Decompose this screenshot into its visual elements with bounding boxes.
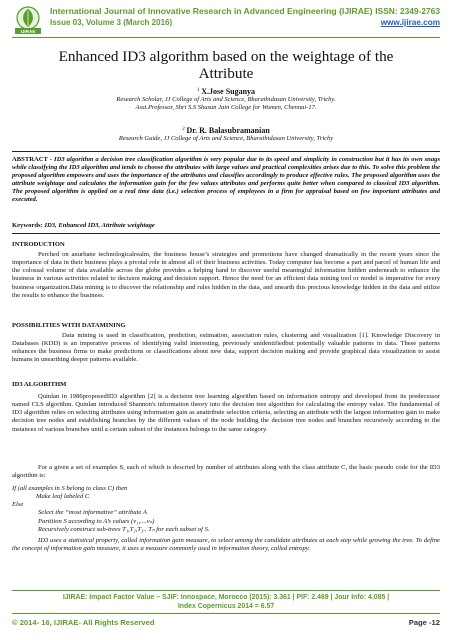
keywords [12,222,440,230]
section-heading-id3: ID3 ALGORITHM [12,381,67,388]
pseudo-code [12,485,440,534]
paragraph-possibilities [12,332,440,365]
abstract-top-rule [12,151,440,152]
page-number: Page -12 [408,618,440,627]
author-1-affiliation-2: Asst.Professor, Shri S.S Shasun Jain College for Women, Chennai-17. [135,104,317,111]
abstract-bottom-rule [12,233,440,234]
paragraph-introduction [12,251,440,300]
title-line-2: Attribute [198,65,254,82]
paper-title [40,48,412,82]
keywords-text: ID3, Enhanced ID3, Attribute weightage [44,222,155,229]
section-heading-introduction: INTRODUCTION [12,241,65,248]
id3-text: Quinlan in 1986proposedID3 algorithm [2] is a decision tree learning algorithm based on information entropy and developed from its predecessor named CLS algorithm. Quinlan introduced Shannon's information theory into the decision tree algorithm for calculating the entropy value. The fundamental of ID3 algorithm relies on selecting attributes using information gain as anattribute selection criteria, selecting an attribute with the largest information gain to make decision tree nodes and establishing branches by the different values of the node building the decision tree nodes and branches recursively according to the instances of various branches until a certain subset of the instances belongs to the same category. [12,393,440,433]
header-divider [12,37,440,38]
journal-name: International Journal of Innovative Research in Advanced Engineering (IJIRAE) [50,6,373,16]
footer-divider-top [12,590,440,591]
pseudo-line-3: Else [12,501,24,509]
abstract-text: ID3 algorithm a decision tree classification algorithm is very popular due to its speed and simplicity in construction but it has its own snags while classifying the ID3 algorithm and tends to choose the attributes with large values and practical complexities arises due to this. To solve this problem the proposed algorithm empowers and uses the importance of the attributes and classifies accordingly to produce effective rules. The proposed algorithm uses the attribute weightage and calculates the information gain for the few values attributes and performs quite better when compared to classical ID3 algorithm. The proposed algorithm is applied on a real time data (i.e.) selection process of employees in a firm for appraisal based on few important attributes and executed. [12,156,441,204]
journal-header [12,3,440,37]
pseudo-line-1: If (all examples in S belong to class C) then [12,485,128,492]
title-line-1: Enhanced ID3 algorithm based on the weightage of the [58,48,394,65]
author-2-sup: 2 [182,127,185,132]
information-gain-text: ID3 uses a statistical property, called information gain measure, to select among the candidate attributes at each step while growing the tree. To define the concept of information gain measure, it uses a measure commonly used in information theory, called entropy. [12,537,440,553]
logo-text: IJIRAE [20,29,36,34]
author-1-sup: 1 [196,88,200,93]
journal-logo [12,5,44,35]
keywords-label: Keywords: [12,222,43,229]
pseudo-line-6: Recursively construct sub-trees T₁,T₂,T₃.. Tₙ for each subset of S. [38,525,210,533]
pseudo-line-4: Select the “most informative” attribute A [38,509,147,517]
pseudo-line-2: Make leaf labeled C [36,493,90,501]
author-1-name: X.Jose Suganya [201,87,256,96]
abstract [12,156,440,205]
paragraph-information-gain [12,537,440,553]
footer-line-2: Index Copernicus 2014 = 6.57 [177,603,275,610]
given-text: For a given a set of examples S, each of which is descried by number of attributes along with the class attribute C, the basic pseudo code for the ID3 algorithm is: [12,464,440,480]
section-heading-possibilities: POSSIBILITIES WITH DATAMINING [12,322,126,329]
footer-line-1: IJIRAE: Impact Factor Value – SJIF: Innospace, Morocco (2015): 3.361 | PIF: 2.469 | Jour Info: 4.085 | [62,594,390,601]
paragraph-given-examples [12,464,440,480]
author-1-affiliation-1: Research Scholar, JJ College of Arts and Science, Bharathidasan University, Trichy. [116,96,336,103]
journal-issn: ISSN: 2349-2763 [375,6,440,16]
journal-issue: Issue 03, Volume 3 (March 2016) [50,18,173,27]
pseudo-line-5: Partition S according to A’s values (v₁,....vₙ) [38,517,155,525]
footer-impact [12,593,440,611]
abstract-label: ABSTRACT - [12,156,52,163]
possibilities-text: Data mining is used in classification, prediction, estimation, association rules, clustering and visualization [1]. Knowledge Discovery in Databases (KDD) is an imperative process of identifying valid interesting, previously unidentifiedbut potentially valuable patterns in data. These patterns enhances the business firms to make predictions or classifications about new data, support decision making and provide graphical data visualization to assist humans in unearthing deeper patterns available. [12,332,440,364]
paragraph-id3 [12,393,440,434]
author-2-affiliation: Research Guide, JJ College of Arts and Science, Bharathidasan University, Trichy [118,135,334,142]
journal-website-link[interactable]: www.ijirae.com [380,18,440,27]
copyright: © 2014- 16, IJIRAE- All Rights Reserved [12,618,155,627]
footer-divider-bottom [12,613,440,614]
introduction-text: Perched on anurbane technologicalrealm, the business house’s strategies and promotions have changed dramatically in the recent years since the importance of data in their business plays a pivotal role in almost all of their business activities. Today computer has become a part and parcel of human life and the colossal volume of data available across the globe provides a helping hand to discover useful meaningful information hidden underneath to enhance the business in various activities related to decision making and decision support. Hence the need for an efficient data mining tool or model is imperative for every business organization.Data mining is to discover the relationship and rules hidden in the data, and unearth this precious knowledge hidden in the data and utilize the results to enhance the business. [12,251,440,299]
author-2-name: Dr. R. Balasubramanian [186,126,270,135]
